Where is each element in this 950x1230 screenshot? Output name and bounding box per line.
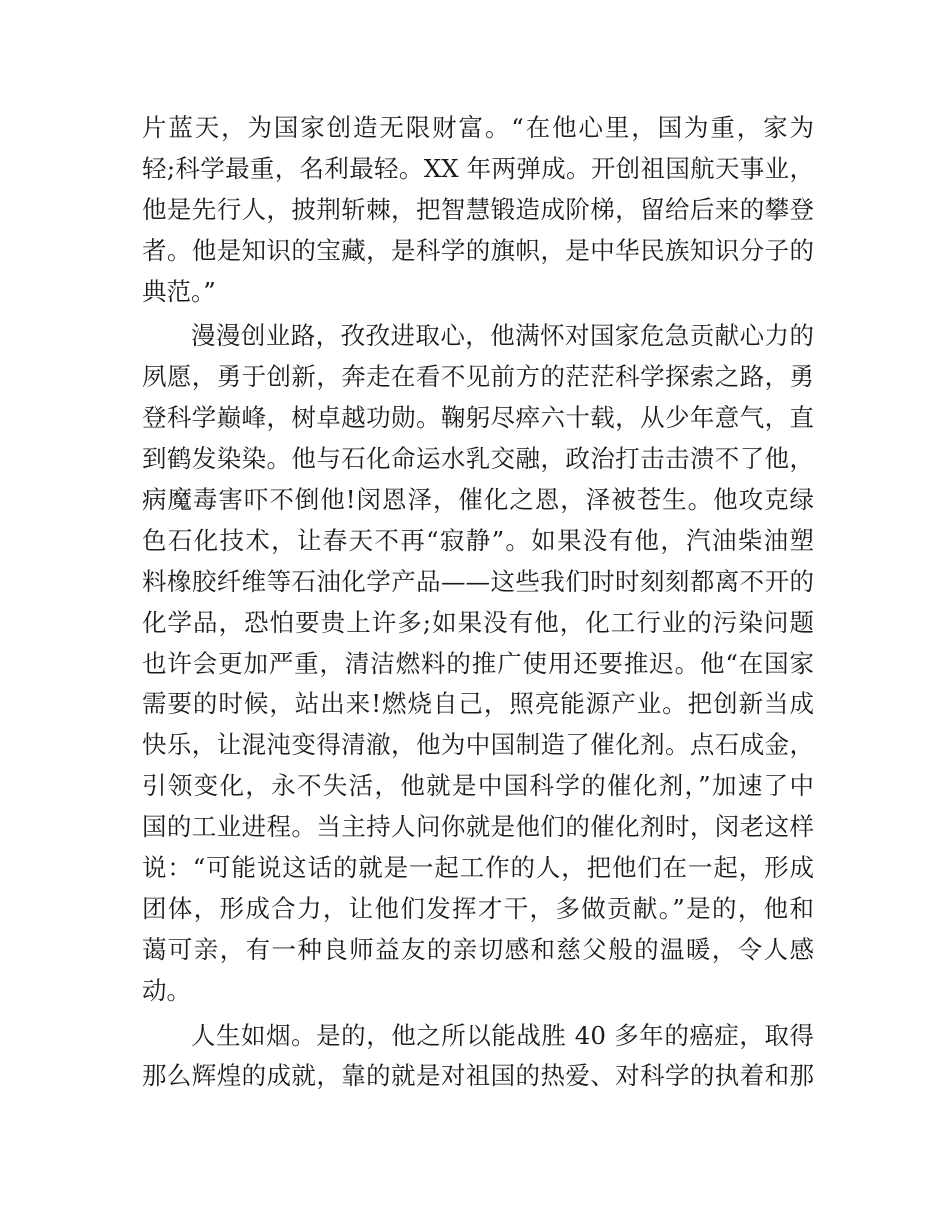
text-line: 需要的时候，站出来!燃烧自己，照亮能源产业。把创新当成 bbox=[142, 689, 814, 719]
text-line: 病魔毒害吓不倒他!闵恩泽，催化之恩，泽被苍生。他攻克绿 bbox=[142, 485, 814, 515]
text-line: 蔼可亲，有一种良师益友的亲切感和慈父般的温暖，令人感 bbox=[142, 934, 814, 964]
paragraph-1 bbox=[142, 108, 814, 312]
text-line: 人生如烟。是的，他之所以能战胜 40 多年的癌症，取得 bbox=[191, 1020, 814, 1050]
text-line: 化学品，恐怕要贵上许多;如果没有他，化工行业的污染问题 bbox=[142, 607, 814, 637]
text-line: 夙愿，勇于创新，奔走在看不见前方的茫茫科学探索之路，勇 bbox=[142, 362, 814, 392]
text-line: 者。他是知识的宝藏，是科学的旗帜，是中华民族知识分子的 bbox=[142, 235, 814, 265]
text-line: 漫漫创业路，孜孜进取心，他满怀对国家危急贡献心力的 bbox=[191, 321, 814, 351]
document-body bbox=[142, 108, 814, 1097]
text-line: 说：“可能说这话的就是一起工作的人，把他们在一起，形成 bbox=[142, 853, 814, 883]
text-line: 也许会更加严重，清洁燃料的推广使用还要推迟。他“在国家 bbox=[142, 648, 814, 678]
paragraph-3 bbox=[142, 1016, 814, 1098]
text-line: 国的工业进程。当主持人问你就是他们的催化剂时，闵老这样 bbox=[142, 812, 814, 842]
text-line: 色石化技术，让春天不再“寂静”。如果没有他，汽油柴油塑 bbox=[142, 525, 814, 555]
text-line: 到鹤发染染。他与石化命运水乳交融，政治打击击溃不了他， bbox=[142, 444, 814, 474]
text-line: 他是先行人，披荆斩棘，把智慧锻造成阶梯，留给后来的攀登 bbox=[142, 194, 814, 224]
text-line: 那么辉煌的成就，靠的就是对祖国的热爱、对科学的执着和那 bbox=[142, 1061, 814, 1091]
text-line: 登科学巅峰，树卓越功勋。鞠躬尽瘁六十载，从少年意气，直 bbox=[142, 403, 814, 433]
text-line: 快乐，让混沌变得清澈，他为中国制造了催化剂。点石成金， bbox=[142, 730, 814, 760]
text-line: 片蓝天，为国家创造无限财富。“在他心里，国为重，家为 bbox=[142, 113, 814, 142]
text-line: 轻;科学最重，名利最轻。XX 年两弹成。开创祖国航天事业， bbox=[142, 153, 814, 183]
text-line: 引领变化，永不失活，他就是中国科学的催化剂，”加速了中 bbox=[142, 771, 814, 801]
text-line: 典范。” bbox=[142, 276, 216, 306]
text-line: 料橡胶纤维等石油化学产品——这些我们时时刻刻都离不开的 bbox=[142, 566, 814, 596]
text-line: 团体，形成合力，让他们发挥才干，多做贡献。”是的，他和 bbox=[142, 893, 814, 923]
text-line: 动。 bbox=[142, 975, 191, 1005]
paragraph-2 bbox=[142, 316, 814, 1011]
